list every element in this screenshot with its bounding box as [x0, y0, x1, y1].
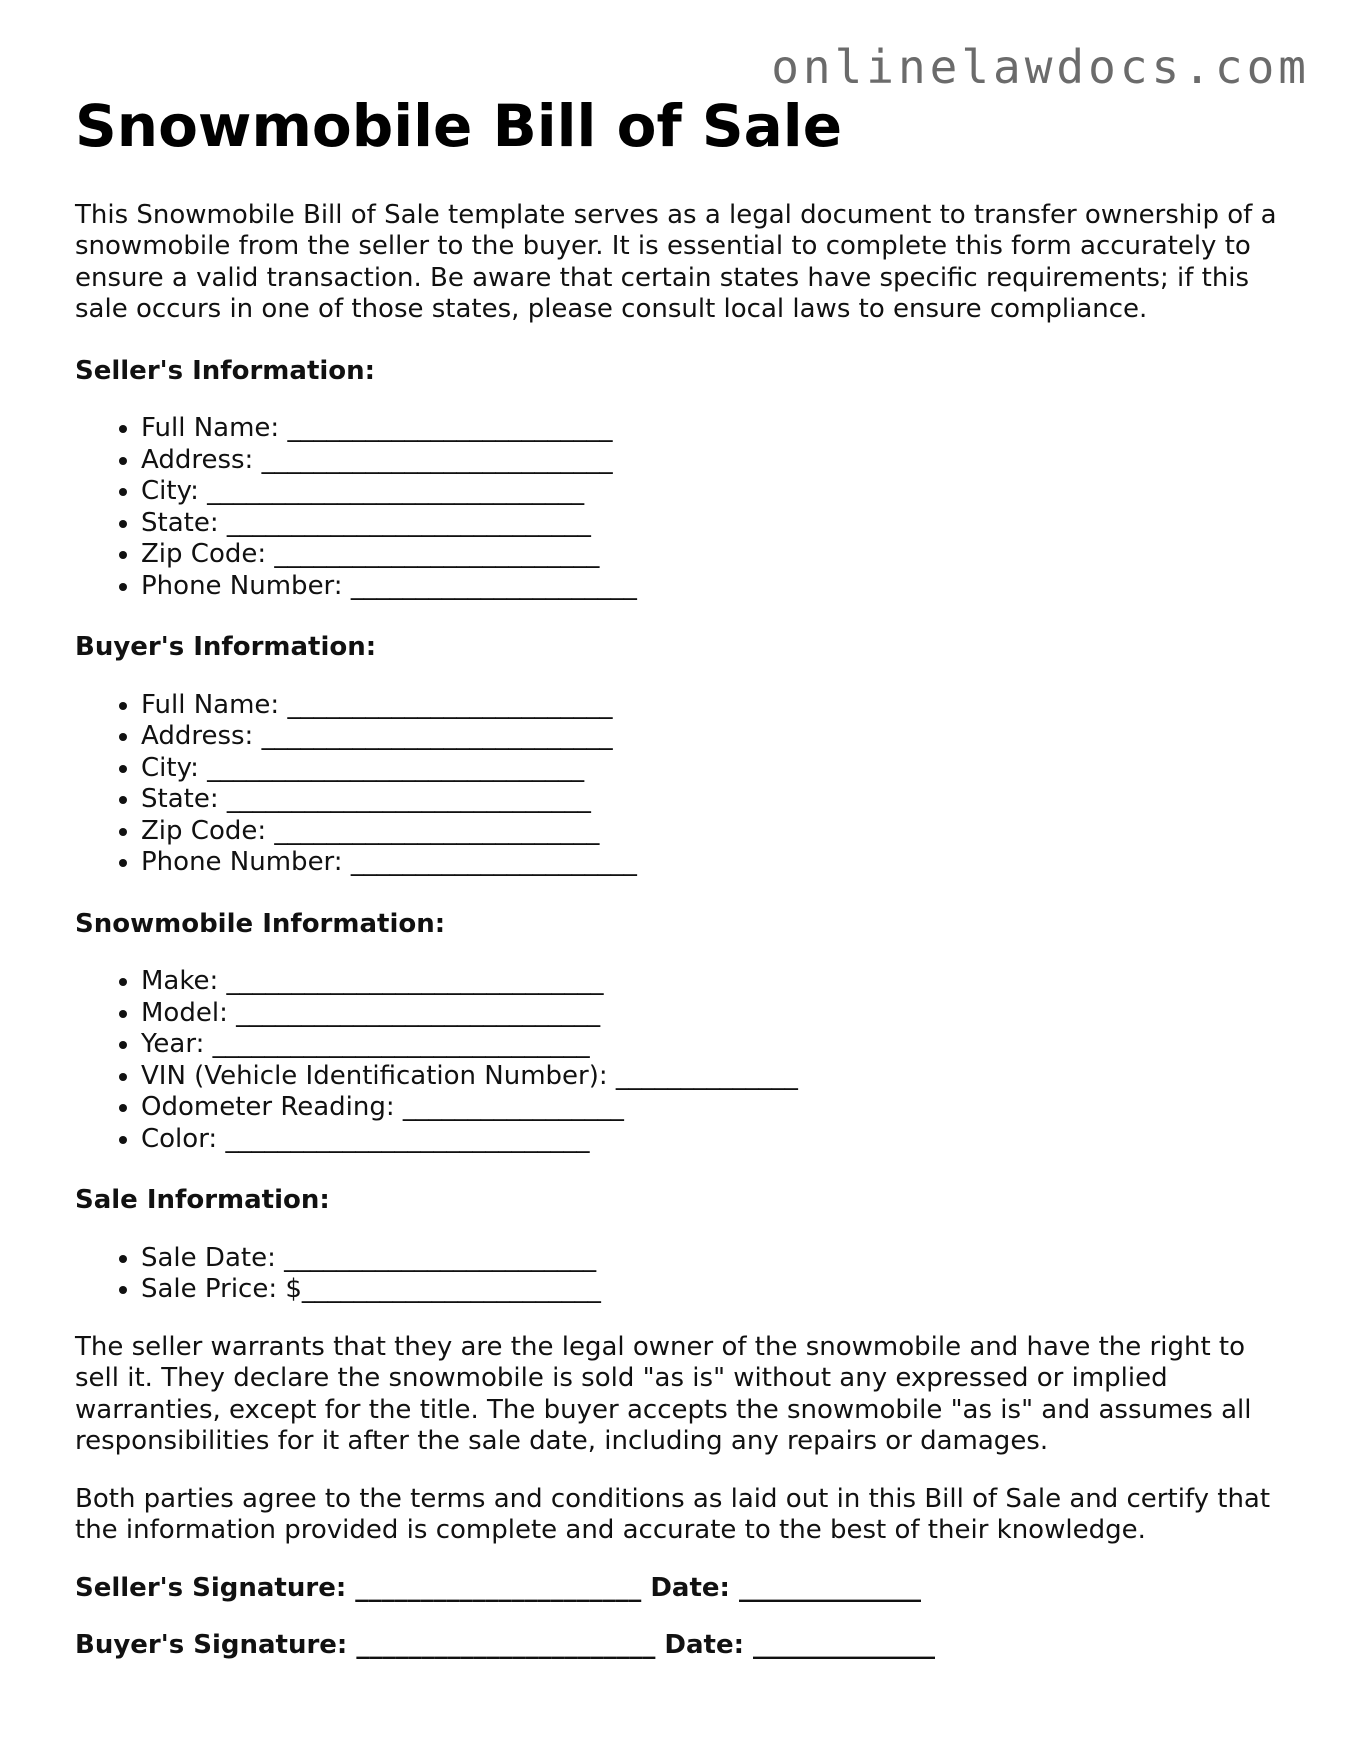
seller-info-heading: Seller's Information:: [75, 355, 376, 386]
buyer-signature-line: Buyer's Signature: _______________________ Date: ______________: [75, 1630, 936, 1661]
buyer-city-field: • City: _____________________________: [141, 753, 1295, 785]
agreement-paragraph: Both parties agree to the terms and conditions as laid out in this Bill of Sale and certify that the information provided is complete and accurate to the best of their knowledge.: [75, 1483, 1271, 1546]
sale-price-field: • Sale Price: $_______________________: [141, 1274, 1295, 1306]
buyer-address-field: • Address: ___________________________: [141, 721, 1295, 753]
page-title: Snowmobile Bill of Sale: [75, 92, 843, 160]
snowmobile-odometer-field: • Odometer Reading: _________________: [141, 1092, 1295, 1124]
snowmobile-make-field: • Make: _____________________________: [141, 966, 1295, 998]
seller-info-list: [75, 413, 1295, 602]
snowmobile-info-heading: Snowmobile Information:: [75, 908, 446, 939]
seller-zip-field: • Zip Code: _________________________: [141, 539, 1295, 571]
seller-signature-line: Seller's Signature: ______________________ Date: ______________: [75, 1572, 921, 1603]
document-page: [75, 92, 1295, 1662]
seller-phone-field: • Phone Number: ______________________: [141, 571, 1295, 603]
buyer-info-heading: Buyer's Information:: [75, 632, 377, 663]
buyer-full-name-field: • Full Name: _________________________: [141, 690, 1295, 722]
sale-date-field: • Sale Date: ________________________: [141, 1243, 1295, 1275]
site-watermark: onlinelawdocs.com: [771, 40, 1310, 94]
snowmobile-info-list: [75, 966, 1295, 1155]
buyer-phone-field: • Phone Number: ______________________: [141, 847, 1295, 879]
snowmobile-model-field: • Model: ____________________________: [141, 998, 1295, 1030]
snowmobile-color-field: • Color: ____________________________: [141, 1124, 1295, 1156]
buyer-state-field: • State: ____________________________: [141, 784, 1295, 816]
sale-info-heading: Sale Information:: [75, 1185, 330, 1216]
snowmobile-vin-field: • VIN (Vehicle Identification Number): ______________: [141, 1061, 1295, 1093]
buyer-info-list: [75, 690, 1295, 879]
seller-city-field: • City: _____________________________: [141, 476, 1295, 508]
warranty-paragraph: The seller warrants that they are the legal owner of the snowmobile and have the right to sell it. They declare the snowmobile is sold "as is" without any expressed or implied warranties, except for the title. The buyer accepts the snowmobile "as is" and assumes all responsibilities for it after the sale date, including any repairs or damages.: [75, 1331, 1252, 1457]
buyer-zip-field: • Zip Code: _________________________: [141, 816, 1295, 848]
seller-state-field: • State: ____________________________: [141, 508, 1295, 540]
snowmobile-year-field: • Year: _____________________________: [141, 1029, 1295, 1061]
seller-address-field: • Address: ___________________________: [141, 445, 1295, 477]
sale-info-list: [75, 1243, 1295, 1306]
seller-full-name-field: • Full Name: _________________________: [141, 413, 1295, 445]
intro-paragraph: This Snowmobile Bill of Sale template serves as a legal document to transfer ownership of a snowmobile from the seller to the buyer. It is essential to complete this form accurately to ensure a valid transaction. Be aware that certain states have specific requirements; if this sale occurs in one of those states, please consult local laws to ensure compliance.: [75, 199, 1277, 325]
